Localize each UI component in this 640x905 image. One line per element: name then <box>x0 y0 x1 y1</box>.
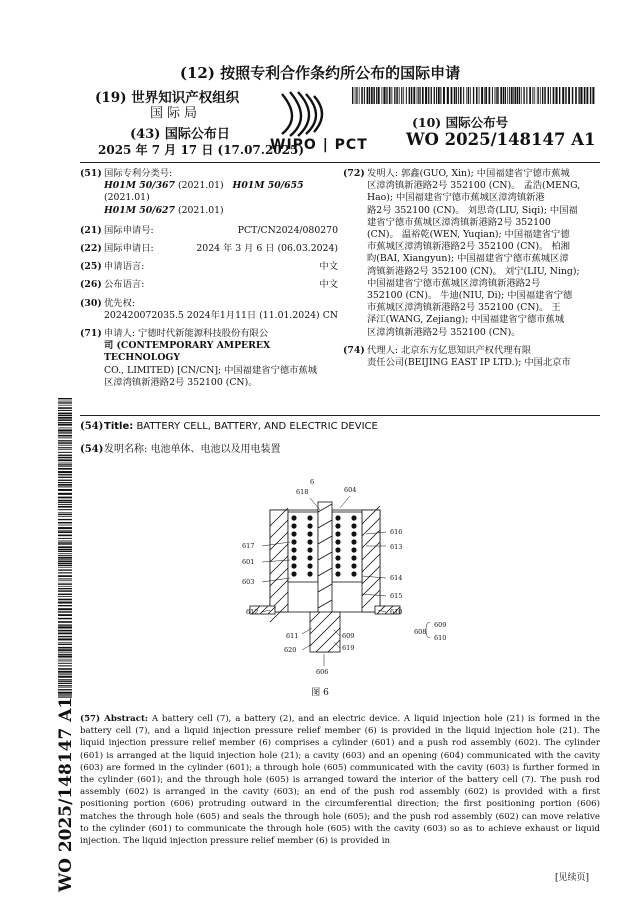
text-line: 区漳湾镇新港路2号 352100 (CN)。 孟浩(MENG, <box>367 180 581 192</box>
spring-coil <box>335 547 340 552</box>
publication-language-field: (26) 公布语言: 中文 <box>80 279 338 291</box>
spring-coil <box>291 547 296 552</box>
publication-number: WO 2025/148147 A1 <box>406 130 596 149</box>
figure-body <box>250 502 403 652</box>
text-line: Hao); 中国福建省宁德市蕉城区漳湾镇新港 <box>367 192 545 204</box>
fig-label: 612 <box>246 608 259 616</box>
fig-label: 610 <box>434 634 447 642</box>
organization-name: (19) 世界知识产权组织 <box>95 90 240 106</box>
fig-label: 603 <box>242 578 255 586</box>
spring-coil <box>351 539 356 544</box>
fig-label: 616 <box>390 528 403 536</box>
organization-bureau: 国际局 <box>150 106 202 121</box>
text-line: 责任公司(BEIJING EAST IP LTD.); 中国北京市 <box>367 357 571 369</box>
applicant-field: (71) 申请人: 宁德时代新能源科技股份有限公 司 (CONTEMPORARY AMPEREX TECHNOLOGY CO., LIMITED) [CN/CN]; 中国福建省宁德市蕉城 区漳湾镇新港路2号 352100 (CN)。 <box>80 328 318 388</box>
fig-label: 609 <box>434 621 447 629</box>
text-line: 代理人: 北京东方亿思知识产权代理有限 <box>367 344 532 356</box>
title-chinese: (54)发明名称: 电池单体、电池以及用电装置 <box>80 444 281 455</box>
spring-coil <box>351 555 356 560</box>
wipo-pct-wordmark: WIPO | PCT <box>270 137 368 153</box>
fig-label: 617 <box>242 542 255 550</box>
text-line: 昀(BAI, Xiangyun); 中国福建省宁德市蕉城区漳 <box>367 253 569 265</box>
application-number-field: (21) 国际申请号: PCT/CN2024/080270 <box>80 224 338 236</box>
fig-label: 606 <box>316 668 329 676</box>
fig-label: 620 <box>284 646 297 654</box>
spring-coil <box>351 563 356 568</box>
document-type-title: (12) 按照专利合作条约所公布的国际申请 <box>179 64 461 82</box>
spring-coil <box>307 515 312 520</box>
spring-coil <box>291 555 296 560</box>
spring-coil <box>335 563 340 568</box>
text-line: 市蕉城区漳湾镇新港路2号 352100 (CN)。 柏湘 <box>367 241 570 253</box>
abstract: (57) Abstract: A battery cell (7), a battery (2), and an electric device. A liquid injection hole (21) is formed in the battery cell (7), and a liquid injection pressure relief member (6) is provided in the liquid injection hole (21). The liquid injection pressure relief member (6) comprises a cylinder (601) and a push rod assembly (602). The cylinder (601) is arranged at the liquid injection hole (21); a cavity (603) and an opening (604) communicated with the cavity (603) are formed in the cylinder (601); a through hole (605) communicated with the cavity (603) is further formed in the cylinder (601); and the through hole (605) is arranged toward the interior of the battery cell (7). The push rod assembly (602) is arranged in the cavity (603); an end of the push rod assembly (602) is provided with a first positioning portion (606) protruding outward in the circumferential direction; the first positioning portion (606) matches the through hole (605) and seals the through hole (605); and the push rod assembly (602) can move relative to the cylinder (601) to communicate the through hole (605) with the cavity (603) so as to achieve exhaust or liquid injection. The liquid injection pressure relief member (6) is provided in <box>80 714 600 847</box>
fig-label: 613 <box>390 543 403 551</box>
title-divider <box>80 415 600 416</box>
figure-caption: 图 6 <box>311 688 329 698</box>
inventor-field: (72) 发明人: 郭鑫(GUO, Xin); 中国福建省宁德市蕉城 区漳湾镇新港路2号 352100 (CN)。 孟浩(MENG, Hao); 中国福建省宁德市蕉城区漳湾镇新港 路2号 352100 (CN)。 刘思奇(LIU, Siqi); 中国福 建省宁德市蕉城区漳湾镇新港路2号 352100 (CN)。 温裕乾(WEN, Yuqian); 中国福建省宁德 市蕉城区漳湾镇新港路2号 352100 (CN)。 柏湘 昀(BAI, Xiangyun); 中国福建省宁德市蕉城区漳 湾镇新港路2号 352100 (CN)。 刘宁(LIU, Ning); 中国福建省宁德市蕉城区漳湾镇新港路2号 352100 (CN)。 牛迪(NIU, Di); 中国福建省宁德 市蕉城区漳湾镇新港路2号 352100 (CN)。 王 泽江(WANG, Zejiang); 中国福建省宁德市蕉城 区漳湾镇新港路2号 352100 (CN)。 <box>343 168 600 339</box>
publication-date-label: (43) 国际公布日 <box>130 127 230 142</box>
spring-coil <box>335 523 340 528</box>
fig-label: 604 <box>344 486 357 494</box>
spring-coil <box>351 523 356 528</box>
spring-coil <box>335 531 340 536</box>
text-line: (CN)。 温裕乾(WEN, Yuqian); 中国福建省宁德 <box>367 229 570 241</box>
text-line: 路2号 352100 (CN)。 刘思奇(LIU, Siqi); 中国福 <box>367 204 578 216</box>
ipc-line-1: H01M 50/367 (2021.01) H01M 50/655 (2021.01) <box>104 180 304 204</box>
publication-number-label: (10) 国际公布号 <box>412 115 509 130</box>
text-line: 中国福建省宁德市蕉城区漳湾镇新港路2号 <box>367 277 541 289</box>
publication-date: 2025 年 7 月 17 日 (17.07.2025) <box>98 143 305 157</box>
fig-label: 615 <box>390 592 403 600</box>
fig-label: 601 <box>242 558 255 566</box>
ipc-line-2: H01M 50/627 (2021.01) <box>104 204 224 216</box>
patent-figure <box>240 472 460 682</box>
ipc-field: (51) 国际专利分类号: <box>80 168 173 179</box>
vertical-barcode-icon <box>58 398 72 698</box>
spring-coil <box>291 539 296 544</box>
fig-label: 614 <box>390 574 403 582</box>
spring-coil <box>307 539 312 544</box>
spring-coil <box>307 523 312 528</box>
header-divider <box>80 162 600 163</box>
spring-coil <box>335 571 340 576</box>
biblio-left <box>80 168 338 389</box>
spring-coil <box>351 571 356 576</box>
priority-field: (30) 优先权: <box>80 297 136 309</box>
spring-coil <box>291 523 296 528</box>
fig-brace <box>426 622 430 638</box>
side-publication-number: WO 2025/148147 A1 <box>56 696 76 892</box>
spring-coil <box>307 571 312 576</box>
spring-coil <box>307 547 312 552</box>
fig-label: 609 <box>342 632 355 640</box>
spring-coil <box>291 515 296 520</box>
text-line: 湾镇新港路2号 352100 (CN)。 刘宁(LIU, Ning); <box>367 265 580 277</box>
text-line: 建省宁德市蕉城区漳湾镇新港路2号 352100 <box>367 216 551 228</box>
spring-coil <box>351 515 356 520</box>
text-line: 352100 (CN)。 牛迪(NIU, Di); 中国福建省宁德 <box>367 290 573 302</box>
spring-coil <box>307 555 312 560</box>
spring-coil <box>291 531 296 536</box>
text-line: 区漳湾镇新港路2号 352100 (CN)。 <box>367 326 521 338</box>
spring-coil <box>291 563 296 568</box>
text-line: 泽江(WANG, Zejiang); 中国福建省宁德市蕉城 <box>367 314 565 326</box>
spring-coil <box>335 515 340 520</box>
filing-language-field: (25) 申请语言: 中文 <box>80 261 338 273</box>
fig-label: 611 <box>286 632 299 640</box>
spring-coil <box>291 571 296 576</box>
spring-coil <box>307 563 312 568</box>
fig-label: 608 <box>414 628 427 636</box>
biblio-right <box>343 168 600 369</box>
spring-coil <box>335 539 340 544</box>
fig-label: 618 <box>296 488 309 496</box>
spring-coil <box>351 547 356 552</box>
agent-field: (74) 代理人: 北京东方亿思知识产权代理有限 责任公司(BEIJING EAST IP LTD.); 中国北京市 <box>343 345 600 369</box>
spring-coil <box>335 555 340 560</box>
spring-coil <box>307 531 312 536</box>
fig-label: 619 <box>342 644 355 652</box>
text-line: 发明人: 郭鑫(GUO, Xin); 中国福建省宁德市蕉城 <box>367 168 570 179</box>
spring-coil <box>351 531 356 536</box>
priority-entry: 202420072035.5 2024年1月11日 (11.01.2024) CN <box>104 309 338 321</box>
fig-label: 6 <box>310 478 315 486</box>
text-line: 市蕉城区漳湾镇新港路2号 352100 (CN)。 王 <box>367 302 561 314</box>
fig-label: 610 <box>390 608 403 616</box>
see-back-note: [见续页] <box>555 873 590 883</box>
filing-date-field: (22) 国际申请日: 2024 年 3 月 6 日 (06.03.2024) <box>80 243 338 255</box>
barcode-icon <box>352 87 595 104</box>
title-english: (54)Title: BATTERY CELL, BATTERY, AND ELECTRIC DEVICE <box>80 421 378 432</box>
